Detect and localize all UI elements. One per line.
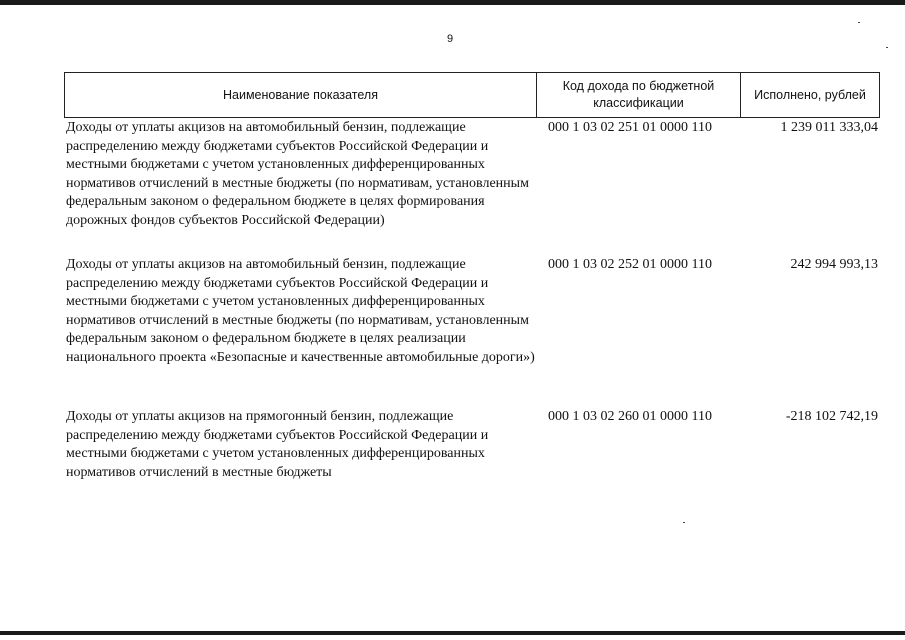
row-name: Доходы от уплаты акцизов на автомобильный бензин, подлежащие распределению между бюджетами субъектов Российской Федерации и местными бюджетами с учетом установленных дифференцированных нормативов отчислений в местные бюджеты (по нормативам, установленным федеральным законом о федеральном бюджете в целях формирования дорожных фондов субъектов Российской Федерации) [66,120,529,228]
header-code: Код дохода по бюджетной классификации [537,73,741,117]
page-number: 9 [447,33,454,45]
scan-edge-top [0,0,905,5]
header-name: Наименование показателя [65,73,537,117]
row-code: 000 1 03 02 251 01 0000 110 [548,120,712,135]
table-header [64,72,880,118]
row-executed: 242 994 993,13 [790,257,878,272]
scan-edge-bottom [0,631,905,635]
row-executed: -218 102 742,19 [785,409,878,424]
scan-speck [886,47,888,48]
row-name: Доходы от уплаты акцизов на прямогонный бензин, подлежащие распределению между бюджетами субъектов Российской Федерации и местными бюджетами с учетом установленных дифференцированных нормативов отчислений в местные бюджеты [66,409,489,480]
scan-speck [683,522,685,523]
row-executed: 1 239 011 333,04 [780,120,878,135]
row-code: 000 1 03 02 260 01 0000 110 [548,409,712,424]
header-executed: Исполнено, рублей [754,87,866,102]
row-code: 000 1 03 02 252 01 0000 110 [548,257,712,272]
scan-speck [858,22,860,23]
row-name: Доходы от уплаты акцизов на автомобильный бензин, подлежащие распределению между бюджетами субъектов Российской Федерации и местными бюджетами с учетом установленных дифференцированных нормативов отчислений в местные бюджеты (по нормативам, установленным федеральным законом о федеральном бюджете в целях реализации национального проекта «Безопасные и качественные автомобильные дороги») [66,257,535,365]
